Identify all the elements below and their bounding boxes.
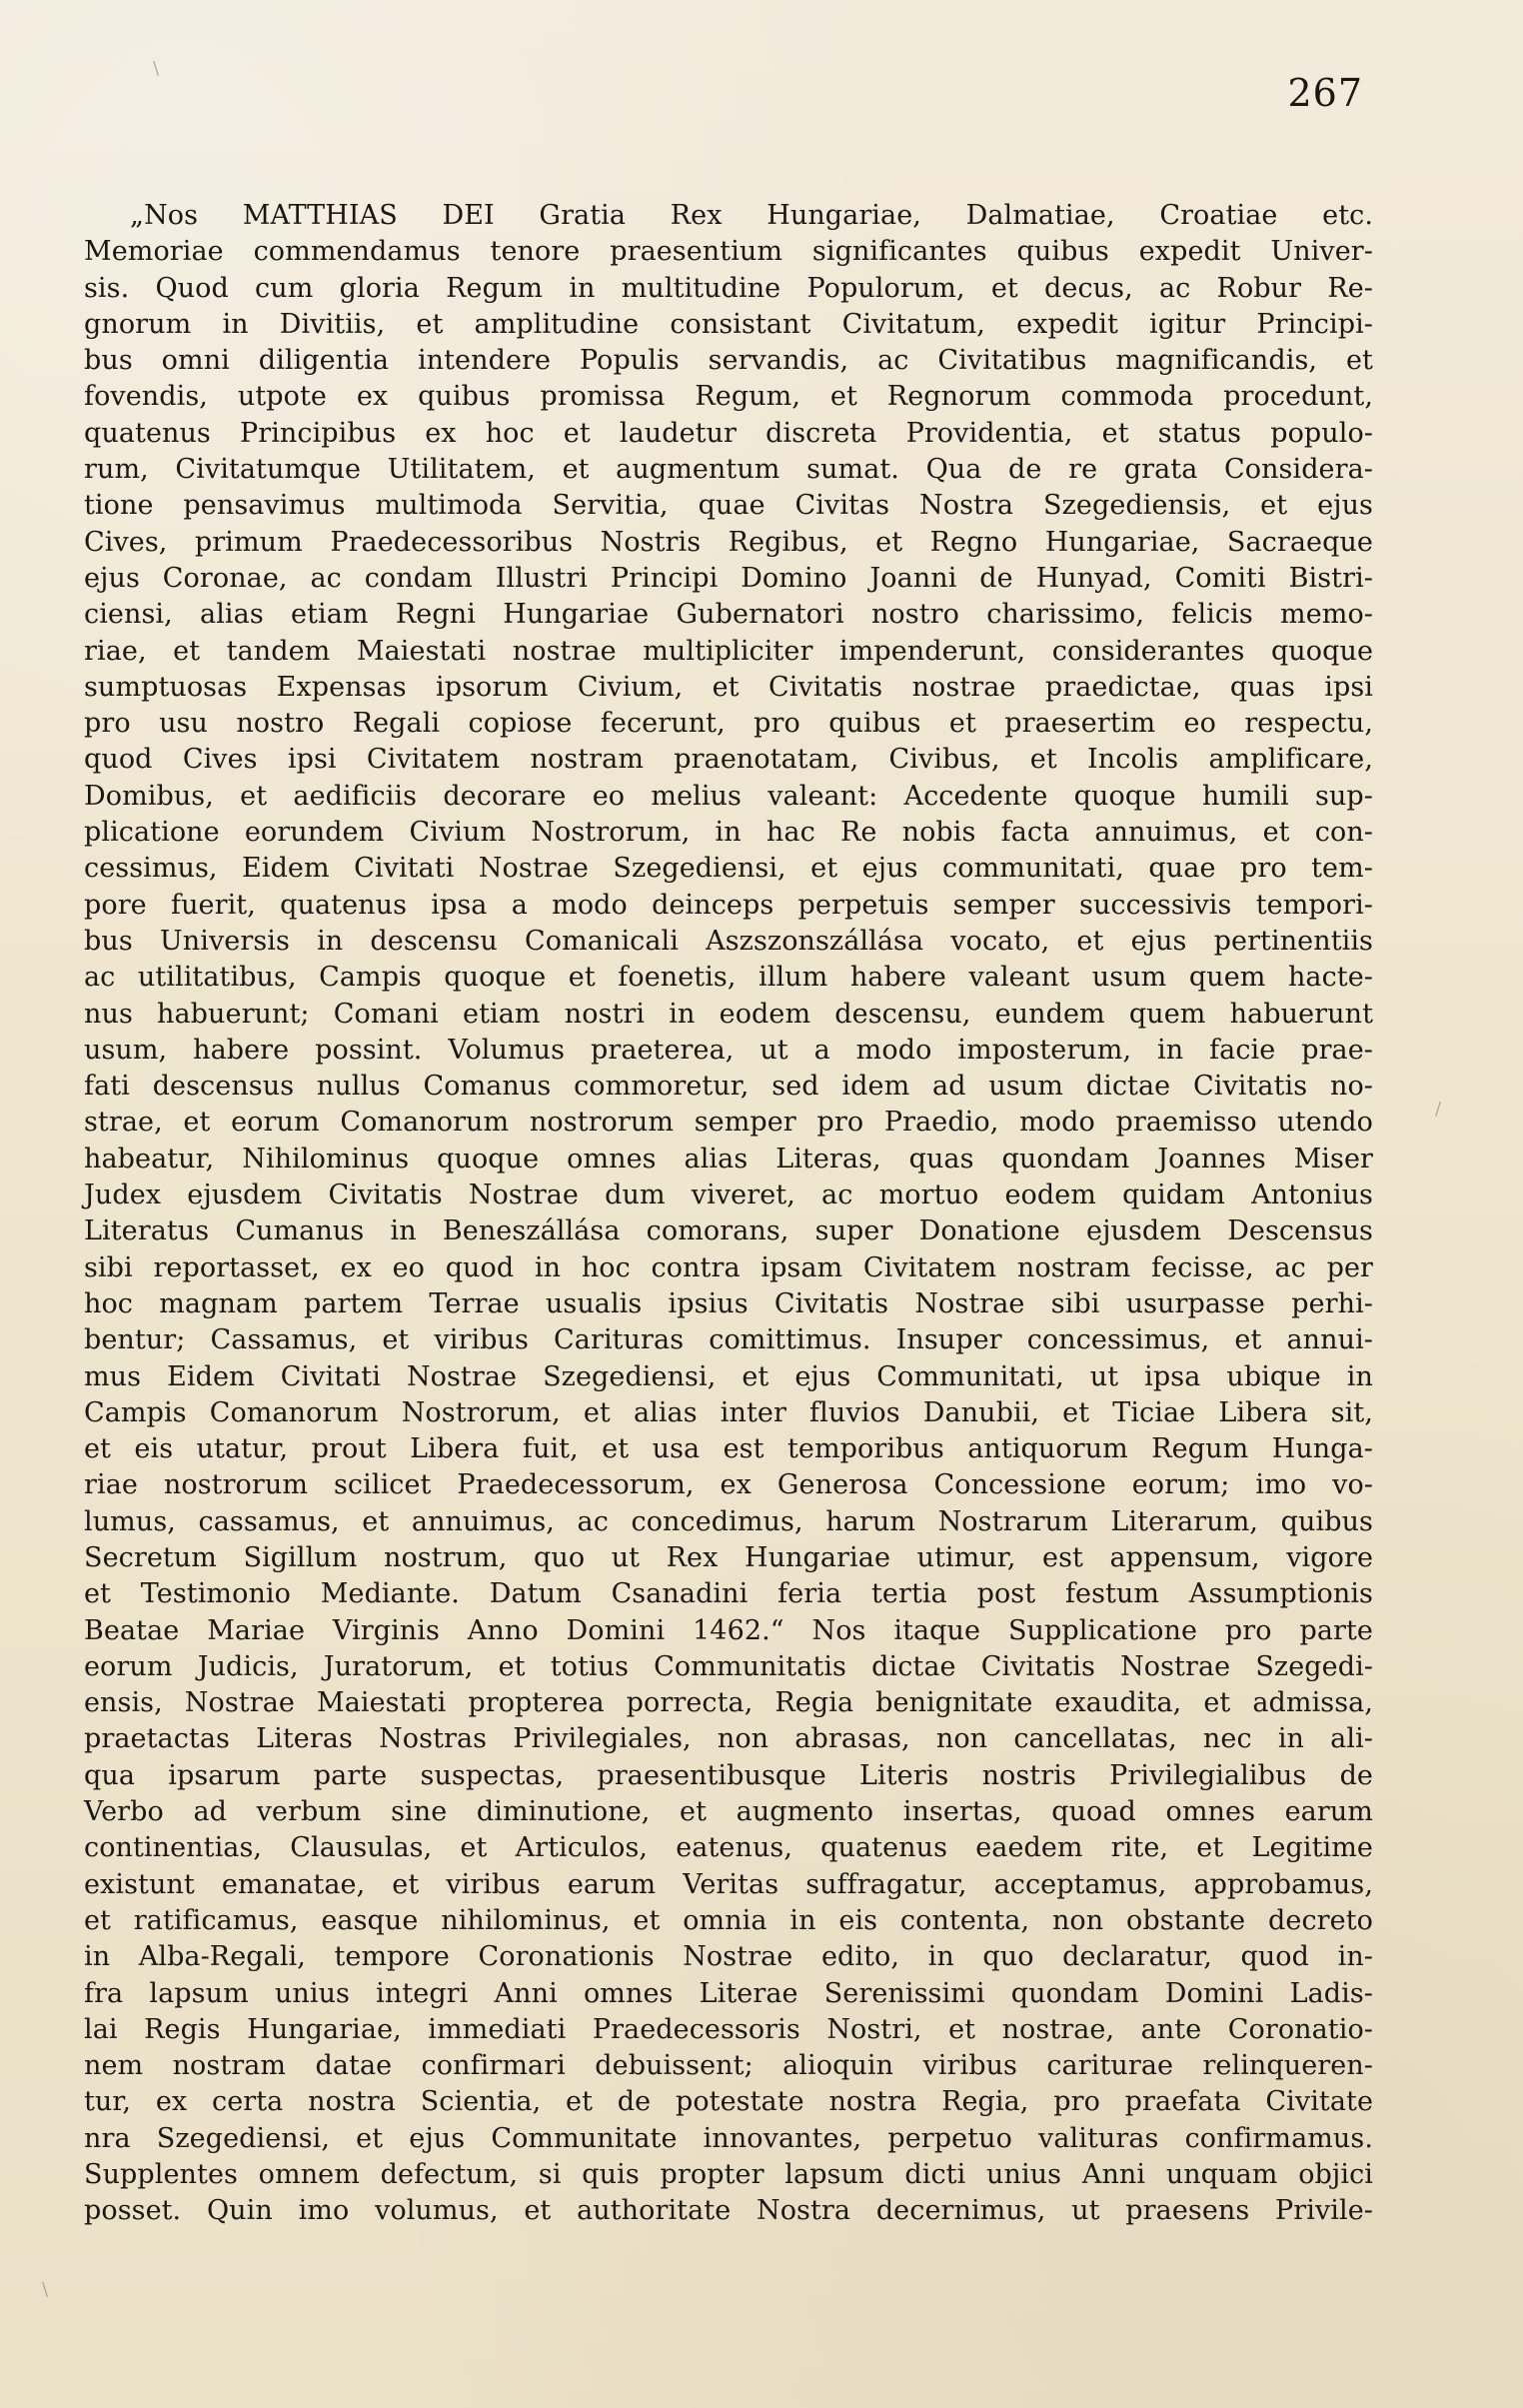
text-line: riae nostrorum scilicet Praedecessorum, ex Generosa Concessione eorum; imo vo- — [84, 1469, 1373, 1501]
text-line: rum, Civitatumque Utilitatem, et augmentum sumat. Qua de re grata Considera- — [84, 454, 1373, 486]
text-line: Secretum Sigillum nostrum, quo ut Rex Hungariae utimur, est appensum, vigore — [84, 1541, 1373, 1573]
text-line: et Testimonio Mediante. Datum Csanadini feria tertia post festum Assumptionis — [84, 1578, 1373, 1610]
text-line: Domibus, et aedificiis decorare eo melius valeant: Accedente quoque humili sup- — [84, 780, 1373, 812]
text-line: praetactas Literas Nostras Privilegiales, non abrasas, non cancellatas, nec in ali- — [84, 1723, 1373, 1755]
text-line: „Nos MATTHIAS DEI Gratia Rex Hungariae, Dalmatiae, Croatiae etc. — [130, 200, 1373, 231]
text-line: Literatus Cumanus in Beneszállása comorans, super Donatione ejusdem Descensus — [84, 1215, 1373, 1247]
text-line: Supplentes omnem defectum, si quis propter lapsum dicti unius Anni unquam objici — [84, 2159, 1373, 2191]
text-line: Beatae Mariae Virginis Anno Domini 1462.“ Nos itaque Supplicatione pro parte — [84, 1614, 1373, 1646]
text-line: ejus Coronae, ac condam Illustri Principi Domino Joanni de Hunyad, Comiti Bistri- — [84, 562, 1373, 594]
latin-charter-text — [84, 198, 1373, 2266]
text-line: ciensi, alias etiam Regni Hungariae Gubernatori nostro charissimo, felicis memo- — [84, 599, 1373, 631]
text-line: existunt emanatae, et viribus earum Veritas suffragatur, acceptamus, approbamus, — [84, 1868, 1373, 1900]
text-line: sibi reportasset, ex eo quod in hoc contra ipsam Civitatem nostram fecisse, ac per — [84, 1251, 1373, 1283]
text-line: ensis, Nostrae Maiestati propterea porrecta, Regia benignitate exaudita, et admissa, — [84, 1687, 1373, 1719]
text-line: hoc magnam partem Terrae usualis ipsius Civitatis Nostrae sibi usurpasse perhi- — [84, 1287, 1373, 1319]
text-line: quatenus Principibus ex hoc et laudetur discreta Providentia, et status populo- — [84, 417, 1373, 449]
text-line: sis. Quod cum gloria Regum in multitudine Populorum, et decus, ac Robur Re- — [84, 272, 1373, 304]
text-line: lai Regis Hungariae, immediati Praedecessoris Nostri, et nostrae, ante Coronatio- — [84, 2013, 1373, 2045]
text-line: et eis utatur, prout Libera fuit, et usa est temporibus antiquorum Regum Hunga- — [84, 1433, 1373, 1465]
text-line: Memoriae commendamus tenore praesentium significantes quibus expedit Univer- — [84, 236, 1373, 268]
text-line: continentias, Clausulas, et Articulos, eatenus, quatenus eaedem rite, et Legitime — [84, 1832, 1373, 1864]
text-line: in Alba-Regali, tempore Coronationis Nostrae edito, in quo declaratur, quod in- — [84, 1941, 1373, 1973]
text-line: fra lapsum unius integri Anni omnes Literae Serenissimi quondam Domini Ladis- — [84, 1977, 1373, 2009]
text-line: usum, habere possint. Volumus praeterea, ut a modo imposterum, in facie prae- — [84, 1034, 1373, 1066]
text-line: pore fuerit, quatenus ipsa a modo deinceps perpetuis semper successivis tempori- — [84, 889, 1373, 921]
text-line: et ratificamus, easque nihilominus, et omnia in eis contenta, non obstante decreto — [84, 1904, 1373, 1936]
page-edge-mark-top: \ — [153, 58, 160, 79]
text-line: Verbo ad verbum sine diminutione, et augmento insertas, quoad omnes earum — [84, 1796, 1373, 1828]
text-line: quod Cives ipsi Civitatem nostram praenotatam, Civibus, et Incolis amplificare, — [84, 744, 1373, 776]
page-edge-mark-right: / — [1435, 1099, 1442, 1120]
text-line: lumus, cassamus, et annuimus, ac concedimus, harum Nostrarum Literarum, quibus — [84, 1505, 1373, 1537]
text-line: qua ipsarum parte suspectas, praesentibusque Literis nostris Privilegialibus de — [84, 1759, 1373, 1791]
text-line: riae, et tandem Maiestati nostrae multipliciter impenderunt, considerantes quoque — [84, 635, 1373, 667]
text-line — [84, 2230, 1373, 2266]
text-line: tione pensavimus multimoda Servitia, quae Civitas Nostra Szegediensis, et ejus — [84, 490, 1373, 522]
text-line: Judex ejusdem Civitatis Nostrae dum viveret, ac mortuo eodem quidam Antonius — [84, 1180, 1373, 1211]
text-line: bus omni diligentia intendere Populis servandis, ac Civitatibus magnificandis, et — [84, 345, 1373, 377]
text-line: Campis Comanorum Nostrorum, et alias inter fluvios Danubii, et Ticiae Libera sit, — [84, 1396, 1373, 1428]
text-line: strae, et eorum Comanorum nostrorum semper pro Praedio, modo praemisso utendo — [84, 1107, 1373, 1139]
text-line: sumptuosas Expensas ipsorum Civium, et Civitatis nostrae praedictae, quas ipsi — [84, 671, 1373, 703]
text-line: fati descensus nullus Comanus commoretur, sed idem ad usum dictae Civitatis no- — [84, 1071, 1373, 1103]
text-line: nus habuerunt; Comani etiam nostri in eodem descensu, eundem quem habuerunt — [84, 998, 1373, 1030]
text-line: tur, ex certa nostra Scientia, et de potestate nostra Regia, pro praefata Civitate — [84, 2086, 1373, 2118]
text-line: ac utilitatibus, Campis quoque et foenetis, illum habere valeant usum quem hacte- — [84, 962, 1373, 994]
text-line: posset. Quin imo volumus, et authoritate Nostra decernimus, ut praesens Privile- — [84, 2195, 1373, 2227]
text-line: habeatur, Nihilominus quoque omnes alias Literas, quas quondam Joannes Miser — [84, 1143, 1373, 1175]
page-number: 267 — [1287, 71, 1363, 115]
text-line: gnorum in Divitiis, et amplitudine consistant Civitatum, expedit igitur Principi- — [84, 308, 1373, 340]
text-line: bus Universis in descensu Comanicali Aszszonszállása vocato, et ejus pertinentiis — [84, 925, 1373, 957]
text-line: nra Szegediensi, et ejus Communitate innovantes, perpetuo valituras confirmamus. — [84, 2122, 1373, 2154]
text-line: plicatione eorundem Civium Nostrorum, in hac Re nobis facta annuimus, et con- — [84, 817, 1373, 849]
text-line: eorum Judicis, Juratorum, et totius Communitatis dictae Civitatis Nostrae Szegedi- — [84, 1650, 1373, 1682]
text-line: Cives, primum Praedecessoribus Nostris Regibus, et Regno Hungariae, Sacraeque — [84, 526, 1373, 558]
page-edge-mark-left: \ — [42, 2279, 49, 2300]
text-line: mus Eidem Civitati Nostrae Szegediensi, et ejus Communitati, ut ipsa ubique in — [84, 1360, 1373, 1392]
text-line: pro usu nostro Regali copiose fecerunt, pro quibus et praesertim eo respectu, — [84, 708, 1373, 740]
text-line: fovendis, utpote ex quibus promissa Regum, et Regnorum commoda procedunt, — [84, 381, 1373, 413]
text-line: cessimus, Eidem Civitati Nostrae Szegediensi, et ejus communitati, quae pro tem- — [84, 853, 1373, 885]
text-line: bentur; Cassamus, et viribus Carituras comittimus. Insuper concessimus, et annui- — [84, 1324, 1373, 1356]
text-line: nem nostram datae confirmari debuissent; alioquin viribus cariturae relinqueren- — [84, 2050, 1373, 2082]
